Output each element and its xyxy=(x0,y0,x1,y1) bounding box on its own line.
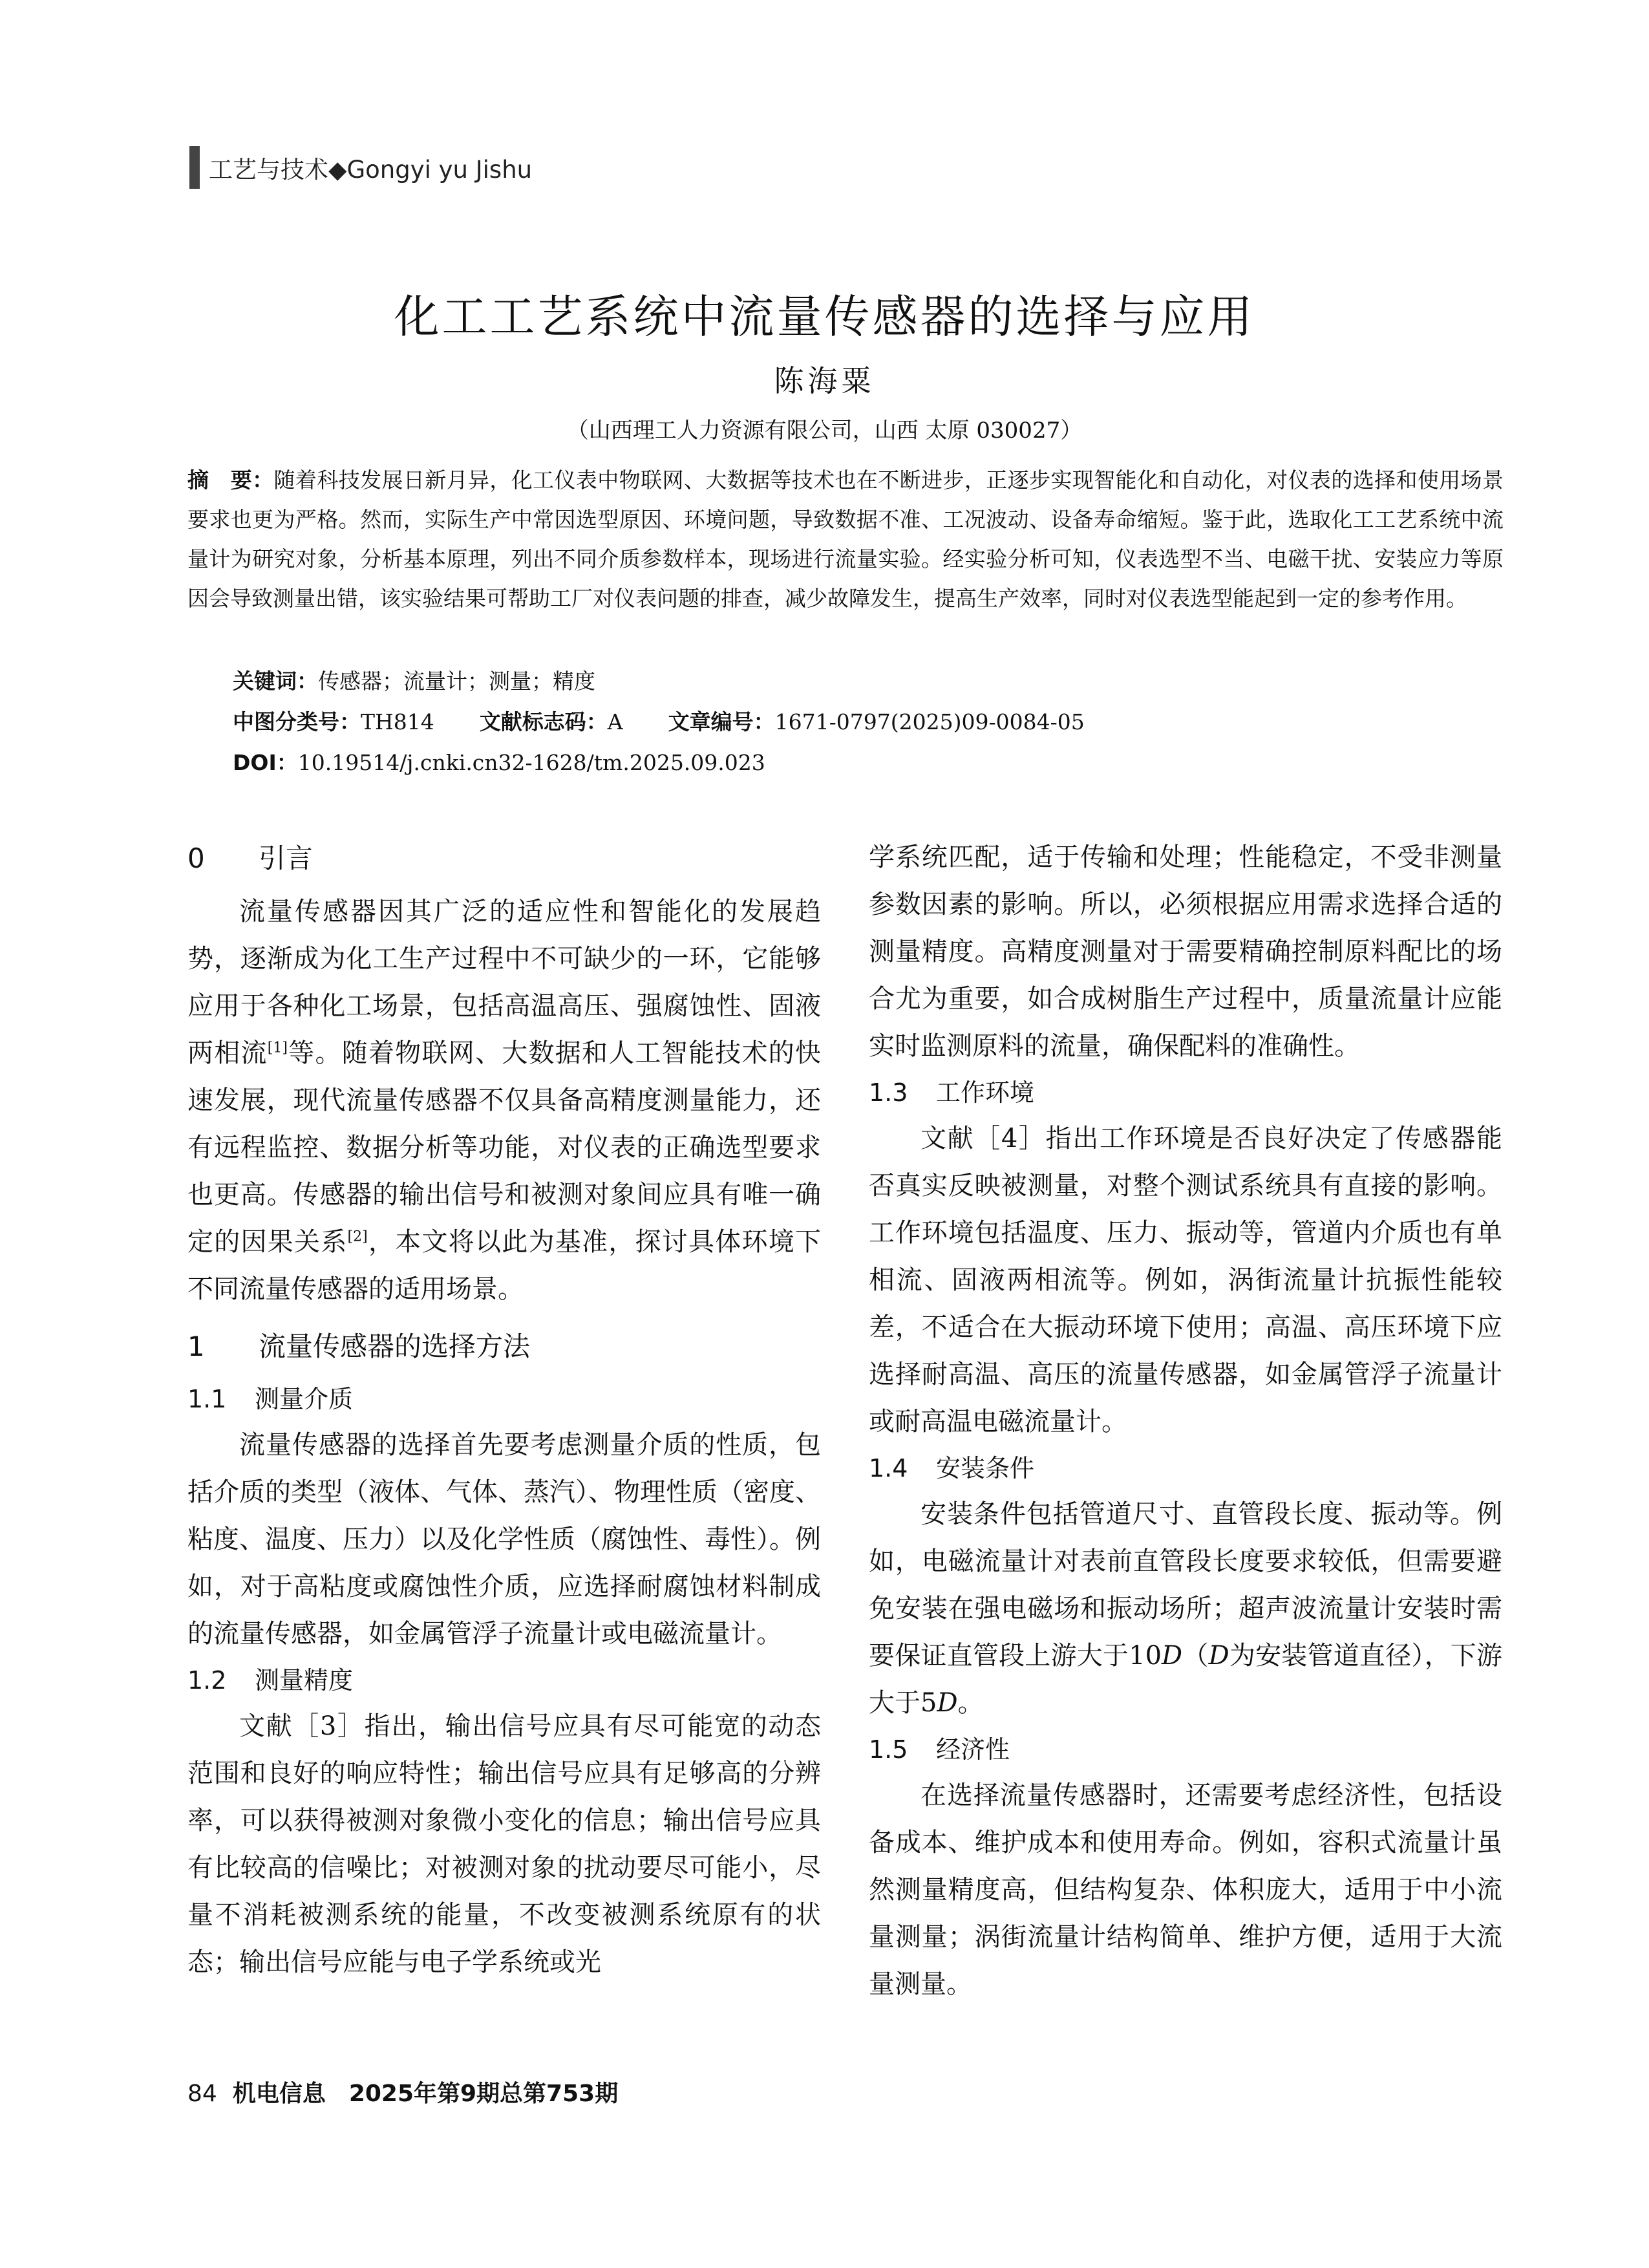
doi-label: DOI： xyxy=(233,750,298,775)
keywords xyxy=(233,665,595,695)
author-name: 陈海粟 xyxy=(774,363,875,398)
paragraph-1-4: 安装条件包括管道尺寸、直管段长度、振动等。例如，电磁流量计对表前直管段长度要求较低，但需要避免安装在强电磁场和振动场所；超声波流量计安装时需要保证直管段上游大于10D（D为安装管道直径），下游大于5D。 xyxy=(869,1499,1503,1718)
subsection-heading-1-1: 1.1 测量介质 xyxy=(187,1385,354,1413)
abstract xyxy=(187,460,1504,618)
subsection-heading-1-3: 1.3 工作环境 xyxy=(869,1078,1035,1107)
header-bar xyxy=(189,146,200,189)
paragraph-1-5: 在选择流量传感器时，还需要考虑经济性，包括设备成本、维护成本和使用寿命。例如，容积式流量计虽然测量精度高，但结构复杂、体积庞大，适用于中小流量测量；涡街流量计结构简单、维护方便，适用于大流量测量。 xyxy=(869,1781,1502,1999)
classification xyxy=(233,705,1085,736)
doi-value: 10.19514/j.cnki.cn32-1628/tm.2025.09.023 xyxy=(297,750,765,775)
doi xyxy=(233,746,765,776)
paragraph-1-1: 流量传感器的选择首先要考虑测量介质的性质，包括介质的类型（液体、气体、蒸汽）、物理性质（密度、粘度、温度、压力）以及化学性质（腐蚀性、毒性）。例如，对于高粘度或腐蚀性介质，应选择耐腐蚀材料制成的流量传感器，如金属管浮子流量计或电磁流量计。 xyxy=(187,1430,821,1649)
keywords-label: 关键词： xyxy=(233,669,318,694)
column-right xyxy=(869,834,1502,2008)
section-label: 工艺与技术◆Gongyi yu Jishu xyxy=(209,156,533,184)
doc-code-label: 文献标志码： xyxy=(479,709,608,734)
paragraph-1-3: 文献［4］指出工作环境是否良好决定了传感器能否真实反映被测量，对整个测试系统具有直接的影响。工作环境包括温度、压力、振动等，管道内介质也有单相流、固液两相流等。例如，涡街流量计抗振性能较差，不适合在大振动环境下使用；高温、高压环境下应选择耐高温、高压的流量传感器，如金属管浮子流量计或耐高温电磁流量计。 xyxy=(869,1124,1502,1437)
keywords-text: 传感器；流量计；测量；精度 xyxy=(318,669,595,694)
section-heading-1: 1 流量传感器的选择方法 xyxy=(187,1331,531,1362)
subsection-heading-1-5: 1.5 经济性 xyxy=(869,1735,1010,1764)
clc-label: 中图分类号： xyxy=(233,709,361,734)
article-no-value: 1671-0797(2025)09-0084-05 xyxy=(774,709,1085,734)
subsection-heading-1-2: 1.2 测量精度 xyxy=(187,1666,354,1695)
page-number: 84 xyxy=(187,2081,217,2107)
citation-1: [1] xyxy=(267,1040,288,1056)
paper-title: 化工工艺系统中流量传感器的选择与应用 xyxy=(394,290,1255,343)
column-left xyxy=(187,834,821,1986)
abstract-label: 摘 要： xyxy=(187,467,274,493)
page-footer xyxy=(187,2075,618,2108)
intro-paragraph: 流量传感器因其广泛的适应性和智能化的发展趋势，逐渐成为化工生产过程中不可缺少的一环，它能够应用于各种化工场景，包括高温高压、强腐蚀性、固液两相流[1]等。随着物联网、大数据和人工智能技术的快速发展，现代流量传感器不仅具备高精度测量能力，还有远程监控、数据分析等功能，对仪表的正确选型要求也更高。传感器的输出信号和被测对象间应具有唯一确定的因果关系[2]，本文将以此为基准，探讨具体环境下不同流量传感器的适用场景。 xyxy=(187,897,822,1304)
journal-issue: 机电信息 2025年第9期总第753期 xyxy=(232,2081,619,2107)
affiliation: （山西理工人力资源有限公司，山西 太原 030027） xyxy=(566,418,1083,444)
paragraph-1-2-continued: 学系统匹配，适于传输和处理；性能稳定，不受非测量参数因素的影响。所以，必须根据应用需求选择合适的测量精度。高精度测量对于需要精确控制原料配比的场合尤为重要，如合成树脂生产过程中，质量流量计应能实时监测原料的流量，确保配料的准确性。 xyxy=(869,842,1502,1061)
clc-value: TH814 xyxy=(361,709,434,734)
subsection-heading-1-4: 1.4 安装条件 xyxy=(869,1454,1035,1482)
doc-code-value: A xyxy=(607,709,623,734)
running-header xyxy=(189,146,532,189)
citation-2: [2] xyxy=(347,1228,368,1245)
abstract-text: 随着科技发展日新月异，化工仪表中物联网、大数据等技术也在不断进步，正逐步实现智能化和自动化，对仪表的选择和使用场景要求也更为严格。然而，实际生产中常因选型原因、环境问题，导致数据不准、工况波动、设备寿命缩短。鉴于此，选取化工工艺系统中流量计为研究对象，分析基本原理，列出不同介质参数样本，现场进行流量实验。经实验分析可知，仪表选型不当、电磁干扰、安装应力等原因会导致测量出错，该实验结果可帮助工厂对仪表问题的排查，减少故障发生，提高生产效率，同时对仪表选型能起到一定的参考作用。 xyxy=(187,467,1504,611)
section-heading-0: 0 引言 xyxy=(187,842,314,874)
article-no-label: 文章编号： xyxy=(668,709,775,734)
paragraph-1-2: 文献［3］指出，输出信号应具有尽可能宽的动态范围和良好的响应特性；输出信号应具有足够高的分辨率，可以获得被测对象微小变化的信息；输出信号应具有比较高的信噪比；对被测对象的扰动要尽可能小，尽量不消耗被测系统的能量，不改变被测系统原有的状态；输出信号应能与电子学系统或光 xyxy=(187,1711,821,1977)
